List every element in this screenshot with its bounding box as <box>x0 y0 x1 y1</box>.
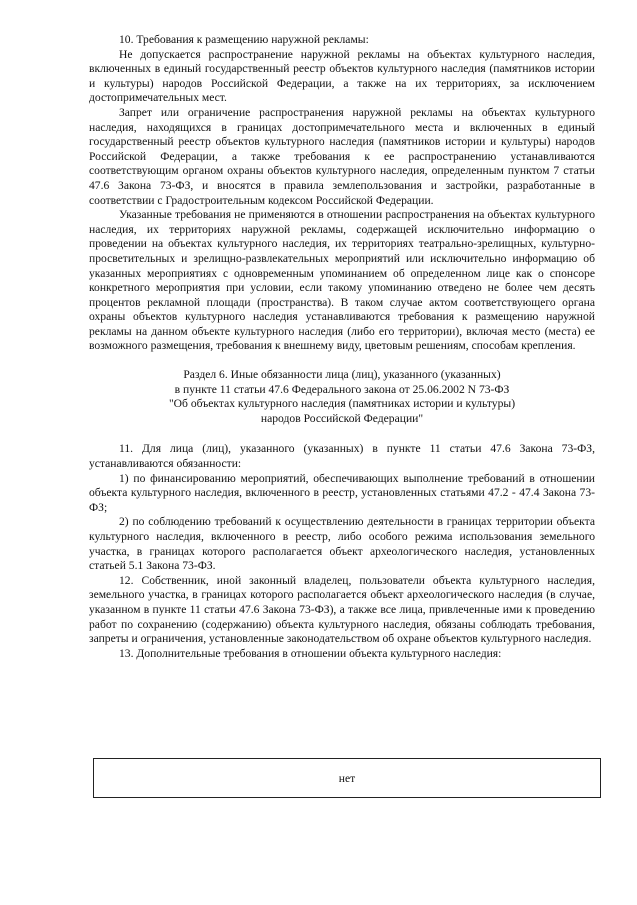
section-6-heading <box>89 368 595 426</box>
additional-requirements-value: нет <box>338 772 356 785</box>
item-10-paragraph-1: Не допускается распространение наружной рекламы на объектах культурного наследия, включенных в единый государственный реестр объектов культурного наследия (памятников истории и культуры) народов Российской Федерации, а также на их территориях, за исключением достопримечательных мест. <box>89 47 595 105</box>
item-11-subitem-1: 1) по финансированию мероприятий, обеспечивающих выполнение требований в отношении объекта культурного наследия, включенного в реестр, установленных статьями 47.2 - 47.4 Закона 73-ФЗ; <box>89 471 595 514</box>
item-10-paragraph-2: Запрет или ограничение распространения наружной рекламы на объектах культурного наследия, находящихся в границах достопримечательного места и включенных в единый государственный реестр объектов культурного наследия (памятников истории и культуры) народов Российской Федерации, а также требования к ее распространению устанавливаются соответствующим органом охраны объектов культурного наследия, определенным пунктом 7 статьи 47.6 Закона 73-ФЗ, и вносятся в правила землепользования и застройки, разработанные в соответствии с Градостроительным кодексом Российской Федерации. <box>89 105 595 207</box>
item-13-heading: 13. Дополнительные требования в отношении объекта культурного наследия: <box>119 646 502 660</box>
item-11-paragraph: 11. Для лица (лиц), указанного (указанных) в пункте 11 статьи 47.6 Закона 73-ФЗ, устанавливаются обязанности: <box>89 442 595 471</box>
section-heading-line-2: в пункте 11 статьи 47.6 Федерального закона от 25.06.2002 N 73-ФЗ <box>174 382 510 396</box>
item-12-paragraph: 12. Собственник, иной законный владелец, пользователи объекта культурного наследия, земельного участка, в границах которого располагается объект археологического наследия (в случае, указанном в пункте 11 статьи 47.6 Закона 73-ФЗ), а также все лица, привлеченные ими к проведению работ по сохранению (содержанию) объекта культурного наследия, обязаны соблюдать требования, запреты и ограничения, установленные законодательством об охране объектов культурного наследия. <box>89 573 595 646</box>
item-10-heading: 10. Требования к размещению наружной рекламы: <box>119 33 369 46</box>
section-heading-line-4: народов Российской Федерации" <box>260 411 424 425</box>
section-heading-line-3: "Об объектах культурного наследия (памятниках истории и культуры) <box>168 397 516 411</box>
spacer <box>89 354 595 368</box>
document-body <box>89 33 595 661</box>
item-11-subitem-2: 2) по соблюдению требований к осуществлению деятельности в границах территории объекта культурного наследия, включенного в реестр, либо особого режима использования земельного участка, в границах которого располагается объект археологического наследия, установленных статьей 5.1 Закона 73-ФЗ. <box>89 515 595 573</box>
item-10-paragraph-3: Указанные требования не применяются в отношении распространения на объектах культурного наследия, их территориях наружной рекламы, содержащей исключительно информацию о проведении на объектах культурного наследия, их территориях театрально-зрелищных, культурно-просветительных и зрелищно-развлекательных мероприятий или исключительно информацию об указанных мероприятиях с одновременным упоминанием об определенном лице как о спонсоре конкретного мероприятия при условии, если такому упоминанию отведено не более чем десять процентов рекламной площади (пространства). В таком случае актом соответствующего органа охраны объектов культурного наследия устанавливаются требования к размещению наружной рекламы на данном объекте культурного наследия (либо его территории), включая место (места) ее возможного размещения, требования к внешнему виду, цветовым решениям, способам крепления. <box>89 208 595 353</box>
section-heading-line-1: Раздел 6. Иные обязанности лица (лиц), указанного (указанных) <box>183 368 501 382</box>
additional-requirements-box <box>93 758 601 798</box>
spacer <box>89 426 595 442</box>
